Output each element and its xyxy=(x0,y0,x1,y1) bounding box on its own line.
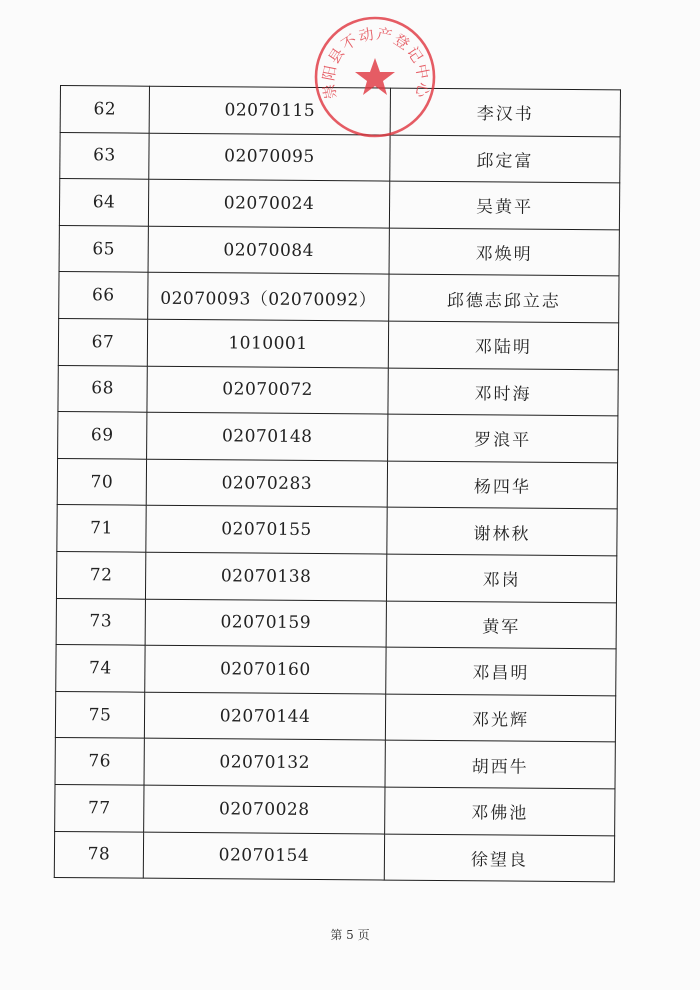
row-number-cell: 73 xyxy=(56,598,145,645)
owner-name-cell: 邓时海 xyxy=(388,368,618,416)
row-number-cell: 70 xyxy=(57,458,146,505)
owner-name-cell: 黄军 xyxy=(386,601,616,649)
unit-code-cell: 02070155 xyxy=(146,506,387,554)
row-number-cell: 74 xyxy=(56,645,145,692)
unit-code-cell: 02070132 xyxy=(144,738,385,786)
unit-code-cell: 1010001 xyxy=(147,319,388,367)
owner-name-cell: 邓岗 xyxy=(386,554,616,602)
table-row xyxy=(57,505,617,556)
row-number-cell: 68 xyxy=(58,365,147,412)
unit-code-cell: 02070084 xyxy=(148,226,389,274)
row-number-cell: 64 xyxy=(59,179,148,226)
owner-name-cell: 徐望良 xyxy=(384,834,614,882)
table-row xyxy=(57,458,617,509)
unit-code-cell: 02070148 xyxy=(147,412,388,460)
table-row xyxy=(54,831,614,882)
table-row xyxy=(58,318,618,369)
table-row xyxy=(55,738,615,789)
page-number: 第 5 页 xyxy=(330,928,370,942)
registry-table-body xyxy=(54,86,620,882)
table-row xyxy=(55,784,615,835)
row-number-cell: 62 xyxy=(60,86,149,133)
row-number-cell: 75 xyxy=(55,691,144,738)
unit-code-cell: 02070160 xyxy=(145,645,386,693)
row-number-cell: 77 xyxy=(55,784,144,831)
owner-name-cell: 邱定富 xyxy=(390,135,620,183)
owner-name-cell: 吴黄平 xyxy=(389,181,619,229)
unit-code-cell: 02070093（02070092） xyxy=(148,273,389,321)
official-seal xyxy=(312,14,438,140)
owner-name-cell: 邓昌明 xyxy=(386,647,616,695)
registry-table xyxy=(54,85,621,882)
unit-code-cell: 02070072 xyxy=(147,366,388,414)
table-row xyxy=(59,179,619,230)
owner-name-cell: 杨四华 xyxy=(387,461,617,509)
official-seal-graphic xyxy=(312,14,438,140)
row-number-cell: 65 xyxy=(59,225,148,272)
owner-name-cell: 邓光辉 xyxy=(385,694,615,742)
row-number-cell: 69 xyxy=(58,412,147,459)
unit-code-cell: 02070154 xyxy=(143,832,384,880)
table-row xyxy=(56,598,616,649)
table-row xyxy=(59,272,619,323)
table-row xyxy=(55,691,615,742)
unit-code-cell: 02070024 xyxy=(148,179,389,227)
table-row xyxy=(56,551,616,602)
unit-code-cell: 02070028 xyxy=(144,785,385,833)
row-number-cell: 76 xyxy=(55,738,144,785)
registry-table-wrap xyxy=(54,85,617,882)
table-row xyxy=(59,225,619,276)
owner-name-cell: 胡西牛 xyxy=(385,740,615,788)
row-number-cell: 72 xyxy=(56,551,145,598)
row-number-cell: 78 xyxy=(54,831,143,878)
unit-code-cell: 02070138 xyxy=(145,552,386,600)
table-row xyxy=(58,412,618,463)
owner-name-cell: 邓佛池 xyxy=(385,787,615,835)
owner-name-cell: 罗浪平 xyxy=(388,414,618,462)
row-number-cell: 63 xyxy=(60,132,149,179)
unit-code-cell: 02070283 xyxy=(146,459,387,507)
owner-name-cell: 邓陆明 xyxy=(388,321,618,369)
row-number-cell: 71 xyxy=(57,505,146,552)
table-row xyxy=(58,365,618,416)
unit-code-cell: 02070159 xyxy=(145,599,386,647)
unit-code-cell: 02070144 xyxy=(144,692,385,740)
owner-name-cell: 谢林秋 xyxy=(387,507,617,555)
row-number-cell: 66 xyxy=(59,272,148,319)
table-row xyxy=(56,645,616,696)
unit-code-cell: 02070115 xyxy=(149,86,390,134)
unit-code-cell: 02070095 xyxy=(149,133,390,181)
owner-name-cell: 李汉书 xyxy=(390,88,620,136)
owner-name-cell: 邱德志邱立志 xyxy=(389,274,619,322)
owner-name-cell: 邓焕明 xyxy=(389,228,619,276)
row-number-cell: 67 xyxy=(58,318,147,365)
svg-text:崇阳县不动产登记中心: 崇阳县不动产登记中心 xyxy=(319,24,433,101)
